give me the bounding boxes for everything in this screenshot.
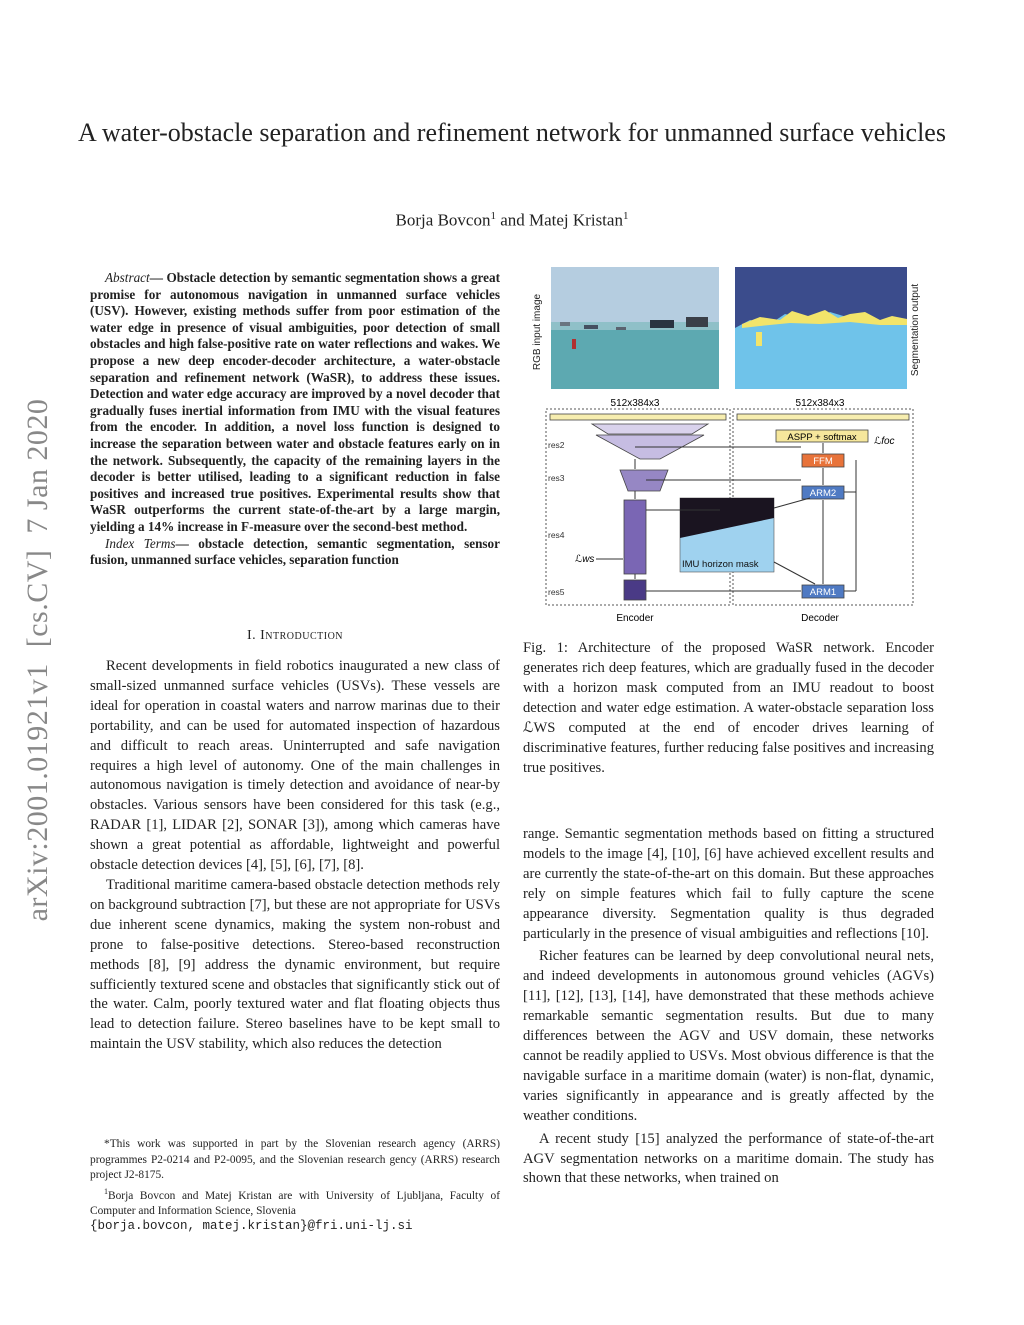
decoder-output-bar (737, 414, 909, 420)
affiliation-mark-2: 1 (622, 210, 629, 222)
affiliation-mark-1: 1 (490, 210, 496, 222)
figure-architecture (520, 262, 940, 630)
rgb-input-label: RGB input image (532, 293, 543, 371)
decoder-label: Decoder (801, 613, 839, 624)
abstract (90, 270, 500, 569)
index-terms: Index Terms— obstacle detection, semantic segmentation, sensor fusion, unmanned surface vehicles, separation function (90, 535, 500, 568)
loss-foc-label: ℒfoc (874, 436, 895, 447)
encoder-input-dims: 512x384x3 (610, 398, 660, 409)
arxiv-id: arXiv:2001.01921v1 [cs.CV] 7 Jan 2020 (21, 398, 54, 922)
encoder-res4-block (624, 500, 646, 574)
author-1: Borja Bovcon (395, 210, 491, 230)
res4-label: res4 (548, 530, 565, 540)
footnote-funding: *This work was supported in part by the Slovenian research agency (ARRS) programmes P2-0214 and P2-0095, and the Slovenian research gency (ARRS) research project J2-8175. (90, 1138, 500, 1181)
encoder-label: Encoder (616, 613, 654, 624)
architecture-diagram (520, 262, 940, 630)
encoder-stem-block (592, 424, 708, 434)
res5-label: res5 (548, 587, 565, 597)
footnotes (90, 1137, 500, 1235)
arxiv-stamp (18, 370, 58, 950)
introduction-body (90, 657, 500, 1055)
aspp-softmax-label: ASPP + softmax (787, 432, 857, 443)
abstract-paragraph: Abstract— Obstacle detection by semantic segmentation shows a great promise for autonomous navigation in unmanned surface vehicles (USV). However, existing methods suffer from poor estimation of the water edge in presence of visual ambiguities, poor detection of small obstacles and high false-positive rate on water reflections and wakes. We propose a new deep encoder-decoder architecture, a water-obstacle separation and refinement network (WaSR), to address these issues. Detection and water edge accuracy are improved by a novel decoder that gradually fuses inertial information from IMU with the visual features from the encoder. In addition, a novel loss function is designed to increase the separation between water and obstacle features early on in the network. Subsequently, the capacity of the remaining layers in the decoder is better utilised, leading to a significant reduction in false positives and increased true positives. Experimental results show that WaSR outperforms the current state-of-the-art by a large margin, yielding a 14% increase in F-measure over the second-best method. (90, 270, 500, 534)
author-emails: {borja.bovcon, matej.kristan}@fri.uni-lj.si (90, 1219, 413, 1234)
res2-label: res2 (548, 440, 565, 450)
intro-paragraph-1: Recent developments in field robotics inaugurated a new class of small-sized unmanned surface vehicles (USVs). These vessels are ideal for operation in coastal waters and narrow marinas due to their portability, and can be used for automated inspection of hazardous and difficult to reach areas. Uninterrupted and safe navigation requires a high level of autonomy. One of the main challenges in autonomous navigation is timely detection and avoidance of near-by obstacles. Various sensors have been considered for this task (e.g., RADAR [1], LIDAR [2], SONAR [3]), among which cameras have shown a great potential as affordable, lightweight and powerful obstacle detection devices [4], [5], [6], [7], [8]. (90, 658, 500, 874)
res3-label: res3 (548, 473, 565, 483)
segmentation-output-label: Segmentation output (910, 283, 921, 377)
right-column-body (523, 825, 934, 1189)
section-heading (90, 628, 500, 644)
decoder-output-dims: 512x384x3 (795, 398, 845, 409)
footnote-affiliation-mark: 1 (104, 1186, 108, 1196)
loss-ws-label: ℒws (575, 554, 595, 565)
author-line (0, 210, 1024, 231)
author-conjunction: and (495, 210, 529, 230)
paper-title: A water-obstacle separation and refinement network for unmanned surface vehicles (78, 118, 946, 147)
arm1-label: ARM1 (809, 587, 837, 598)
section-number: I. (246, 628, 257, 643)
abstract-label: Abstract (105, 270, 150, 285)
right-paragraph-2: Richer features can be learned by deep convolutional neural nets, and indeed developments in autonomous ground vehicles (AGVs) [11], [12], [13], [14], have demonstrated that these methods achieve remarkable semantic segmentation results. But due to many differences between the AGV and USV domain, these networks cannot be readily applied to USVs. Most obvious difference is that the navigable surface in a maritime domain (water) is non-flat, dynamic, varies significantly in appearance and is greatly affected by the weather conditions. (523, 948, 934, 1124)
imu-horizon-mask-label: IMU horizon mask (682, 559, 759, 570)
ffm-label: FFM (813, 456, 833, 467)
right-paragraph-1: range. Semantic segmentation methods based on fitting a structured models to the image [4], [10], [6] have achieved excellent results and are currently the state-of-the-art on this domain. But these approaches rely on simple features which fail to fully capture the scene appearance diversity. Segmentation quality is thus degraded particularly in the presence of visual ambiguities and reflections [10]. (523, 826, 934, 942)
encoder-res5-block (624, 580, 646, 600)
intro-paragraph-2: Traditional maritime camera-based obstacle detection methods rely on background subtraction [7], but these are not appropriate for USVs due inherent scene dynamics, making the system non-robust and prone to false-positive detections. Stereo-based reconstruction methods [8], [9] address the dynamic environment, but require sufficiently textured scene and obstacles that significantly stick out of the water. Calm, poorly textured water and flat floating objects thus lead to detection failure. Stereo baselines have to be kept small to maintain the USV stability, which also reduces the detection (90, 876, 500, 1053)
author-2: Matej Kristan (529, 210, 623, 230)
rgb-input-image (551, 267, 719, 389)
arm2-label: ARM2 (809, 488, 837, 499)
abstract-text: Obstacle detection by semantic segmentation shows a great promise for autonomous navigation in unmanned surface vehicles (USV). However, existing methods suffer from poor estimation of the water edge in presence of visual ambiguities, poor detection of small obstacles and high false-positive rate on water reflections and wakes. We propose a new deep encoder-decoder architecture, a water-obstacle separation and refinement network (WaSR), to address these issues. Detection and water edge accuracy are improved by a novel decoder that gradually fuses inertial information from IMU with the visual features from the encoder. In addition, a novel loss function is designed to increase the separation between water and obstacle features early on in the network. Subsequently, the capacity of the remaining layers in the decoder is better utilised, leading to a significant reduction in false positives and increased true positives. Experimental results show that WaSR outperforms the current state-of-the-art by a large margin, yielding a 14% increase in F-measure over the second-best method. (90, 270, 500, 534)
right-paragraph-3: A recent study [15] analyzed the performance of state-of-the-art AGV segmentation networks on a maritime domain. The study has shown that these networks, when trained on (523, 1130, 934, 1187)
footnote-affiliation (90, 1184, 500, 1220)
encoder-input-bar (550, 414, 726, 420)
segmentation-output-image (735, 267, 907, 389)
index-terms-label: Index Terms (105, 535, 176, 551)
section-title: Introduction (260, 628, 344, 643)
footnote-affiliation-text: Borja Bovcon and Matej Kristan are with University of Ljubljana, Faculty of Computer and Information Science, Slovenia (90, 1189, 500, 1217)
figure-caption: Fig. 1: Architecture of the proposed WaSR network. Encoder generates rich deep features, which are gradually fused in the decoder with a horizon mask computed from an IMU readout to boost detection and water edge estimation. A water-obstacle separation loss ℒWS computed at the end of encoder drives learning of discriminative features, further reducing false positives and increasing true positives. (523, 640, 934, 776)
index-terms-text: obstacle detection, semantic segmentation, sensor fusion, unmanned surface vehicles, separation function (90, 535, 500, 568)
